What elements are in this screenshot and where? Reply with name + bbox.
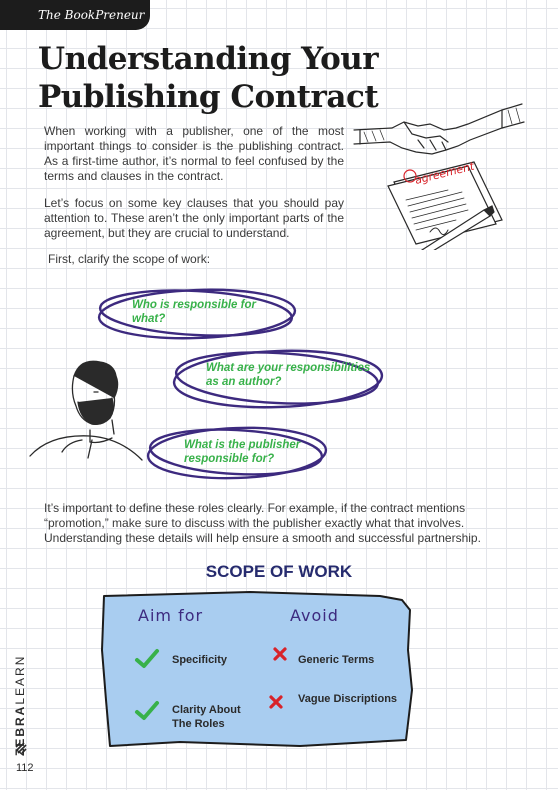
avoid-item-vague: Vague Discriptions [298,693,398,705]
series-tab: The BookPreneur [0,0,150,30]
agreement-word: agreement [413,159,476,187]
page-title [38,40,378,116]
aim-for-heading: Aim for [138,606,204,625]
cross-icon [272,646,288,662]
roles-paragraph: It’s important to define these roles clearly. For example, if the contract mentions “promotion,” make sure to discuss with the publisher exactly what that involves. Understanding these details will help ensure a smooth and successful partnership. [44,501,481,545]
page-number: 112 [16,762,34,774]
aim-item-specificity: Specificity [172,654,228,666]
bubble-question-3: What is the publisher responsible for? [184,439,301,465]
title-line-1: Understanding Your [38,41,379,77]
title-line-2: Publishing Contract [38,79,379,115]
contract-document [388,159,502,244]
aim-item-clarity: Clarity About The Roles [172,704,241,730]
scope-of-work-title: SCOPE OF WORK [205,562,353,581]
intro-paragraph-1: When working with a publisher, one of the most important things to consider is the publishing contract. As a first-time author, it’s normal to feel confused by the terms and clauses in the contract. [44,124,344,183]
intro-paragraph-3: First, clarify the scope of work: [48,252,211,266]
bubble-question-2: What are your responsibilities as an author? [206,362,371,388]
handshake-contract-illustration [352,100,532,250]
avoid-item-generic: Generic Terms [298,654,375,666]
avoid-heading: Avoid [290,606,339,625]
bubble-question-1: Who is responsible for what? [132,299,256,325]
check-icon [134,700,160,722]
check-icon [134,648,160,670]
cross-icon [268,694,284,710]
thinking-man-illustration [28,352,148,462]
side-brand: ZEBRALEARN [13,654,27,756]
intro-paragraph-2: Let’s focus on some key clauses that you should pay attention to. These aren’t the only important parts of the agreement, but they are crucial to understand. [44,196,344,240]
